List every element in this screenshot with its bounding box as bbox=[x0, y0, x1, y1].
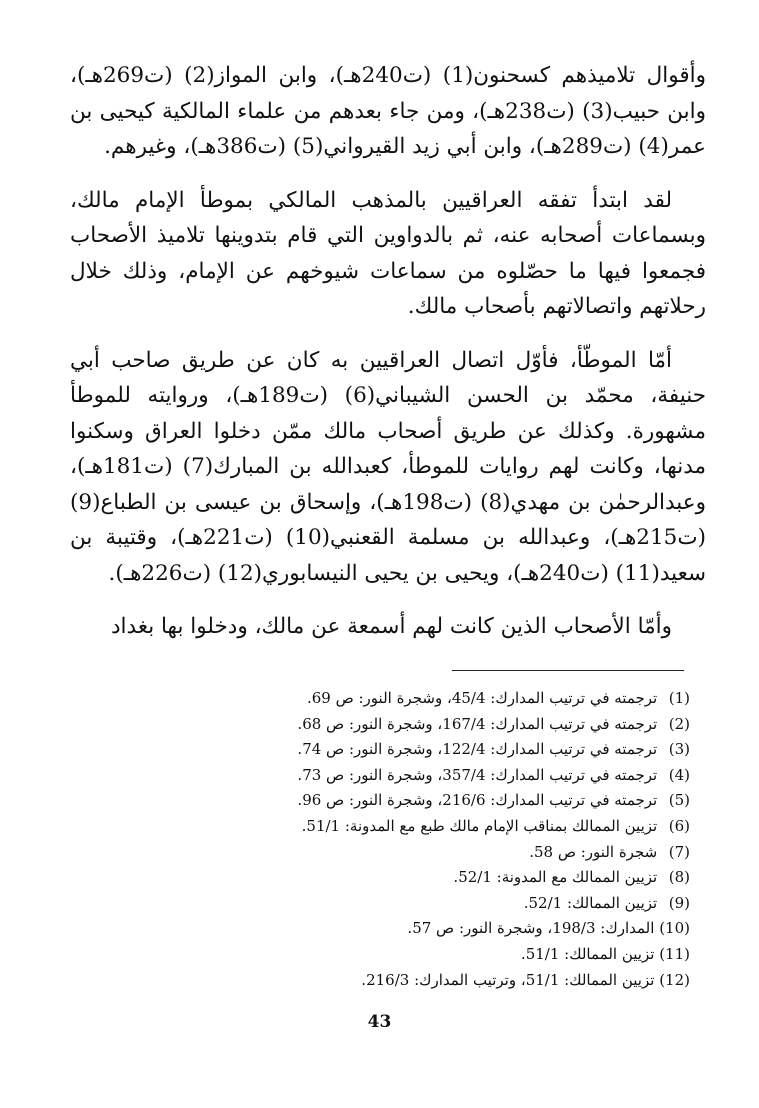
paragraph-3: أمّا الموطّأ، فأوّل اتصال العراقيين به كان عن طريق صاحب أبي حنيفة، محمّد بن الحسن الشيباني(6) (ت189هـ)، وروايته للموطأ مشهورة. وكذلك عن طريق أصحاب مالك ممّن دخلوا العراق وسكنوا مدنها، وكانت لهم روايات للموطأ، كعبدالله بن المبارك(7) (ت181هـ)، وعبدالرحمٰن بن مهدي(8) (ت198هـ)، وإسحاق بن عيسى بن الطباع(9) (ت215هـ)، وعبدالله بن مسلمة القعنبي(10) (ت221هـ)، وقتيبة بن سعيد(11) (ت240هـ)، ويحيى بن يحيى النيسابوري(12) (ت226هـ). bbox=[70, 347, 707, 586]
footnote-number: (2) bbox=[668, 714, 690, 733]
footnote-10 bbox=[70, 916, 690, 942]
footnote-number: (10) bbox=[659, 919, 690, 938]
footnote-1 bbox=[70, 686, 690, 712]
footnote-4 bbox=[70, 763, 690, 789]
footnote-text: ترجمته في ترتيب المدارك: 357/4، وشجرة النور: ص 73. bbox=[297, 765, 658, 784]
footnote-number: (12) bbox=[659, 970, 690, 989]
paragraph-4: وأمّا الأصحاب الذين كانت لهم أسمعة عن مالك، ودخلوا بها بغداد bbox=[110, 614, 672, 639]
page-number: 43 bbox=[367, 1012, 392, 1032]
footnote-number: (9) bbox=[668, 893, 690, 912]
body-text bbox=[70, 58, 706, 645]
footnote-3 bbox=[70, 737, 690, 763]
footnote-11 bbox=[70, 942, 690, 968]
footnote-text: المدارك: 198/3، وشجرة النور: ص 57. bbox=[407, 919, 655, 938]
footnote-number: (8) bbox=[668, 868, 690, 887]
footnote-divider bbox=[452, 670, 684, 671]
footnote-number: (3) bbox=[668, 740, 690, 759]
footnote-text: تزيين الممالك بمناقب الإمام مالك طبع مع المدونة: 51/1. bbox=[301, 816, 658, 835]
footnotes bbox=[70, 686, 690, 993]
footnote-number: (7) bbox=[668, 842, 690, 861]
footnote-number: (4) bbox=[668, 765, 690, 784]
footnote-text: تزيين الممالك: 51/1. bbox=[520, 944, 655, 963]
paragraph-2: لقد ابتدأ تفقه العراقيين بالمذهب المالكي بموطأ الإمام مالك، وبسماعات أصحابه عنه، ثم بالدواوين التي قام بتدوينها تلاميذ الأصحاب فجمعوا فيها ما حصّلوه من سماعات شيوخهم عن الإمام، وذلك خلال رحلاتهم واتصالاتهم بأصحاب مالك. bbox=[70, 187, 706, 319]
footnote-2 bbox=[70, 712, 690, 738]
footnote-number: (1) bbox=[668, 689, 690, 707]
footnote-text: ترجمته في ترتيب المدارك: 167/4، وشجرة النور: ص 68. bbox=[297, 714, 658, 733]
footnote-number: (5) bbox=[668, 791, 690, 810]
footnote-6 bbox=[70, 814, 690, 840]
footnote-text: شجرة النور: ص 58. bbox=[529, 842, 658, 861]
footnote-9 bbox=[70, 891, 690, 917]
footnote-text: ترجمته في ترتيب المدارك: 216/6، وشجرة النور: ص 96. bbox=[297, 791, 658, 810]
paragraph-1: وأقوال تلاميذهم كسحنون(1) (ت240هـ)، وابن المواز(2) (ت269هـ)، وابن حبيب(3) (ت238هـ)، ومن جاء بعدهم من علماء المالكية كيحيى بن عمر(4) (ت289هـ)، وابن أبي زيد القيرواني(5) (ت386هـ)، وغيرهم. bbox=[70, 63, 706, 159]
footnote-7 bbox=[70, 840, 690, 866]
footnote-12 bbox=[70, 968, 690, 994]
footnote-text: تزيين الممالك: 51/1، وترتيب المدارك: 216/3. bbox=[361, 970, 655, 989]
footnote-text: تزيين الممالك مع المدونة: 52/1. bbox=[453, 868, 658, 887]
footnote-number: (11) bbox=[659, 944, 690, 963]
footnote-text: ترجمته في ترتيب المدارك: 122/4، وشجرة النور: ص 74. bbox=[297, 740, 658, 759]
footnote-text: تزيين الممالك: 52/1. bbox=[523, 893, 658, 912]
footnote-5 bbox=[70, 788, 690, 814]
footnote-text: ترجمته في ترتيب المدارك: 45/4، وشجرة النور: ص 69. bbox=[306, 689, 658, 707]
footnote-8 bbox=[70, 865, 690, 891]
footnote-number: (6) bbox=[668, 816, 690, 835]
